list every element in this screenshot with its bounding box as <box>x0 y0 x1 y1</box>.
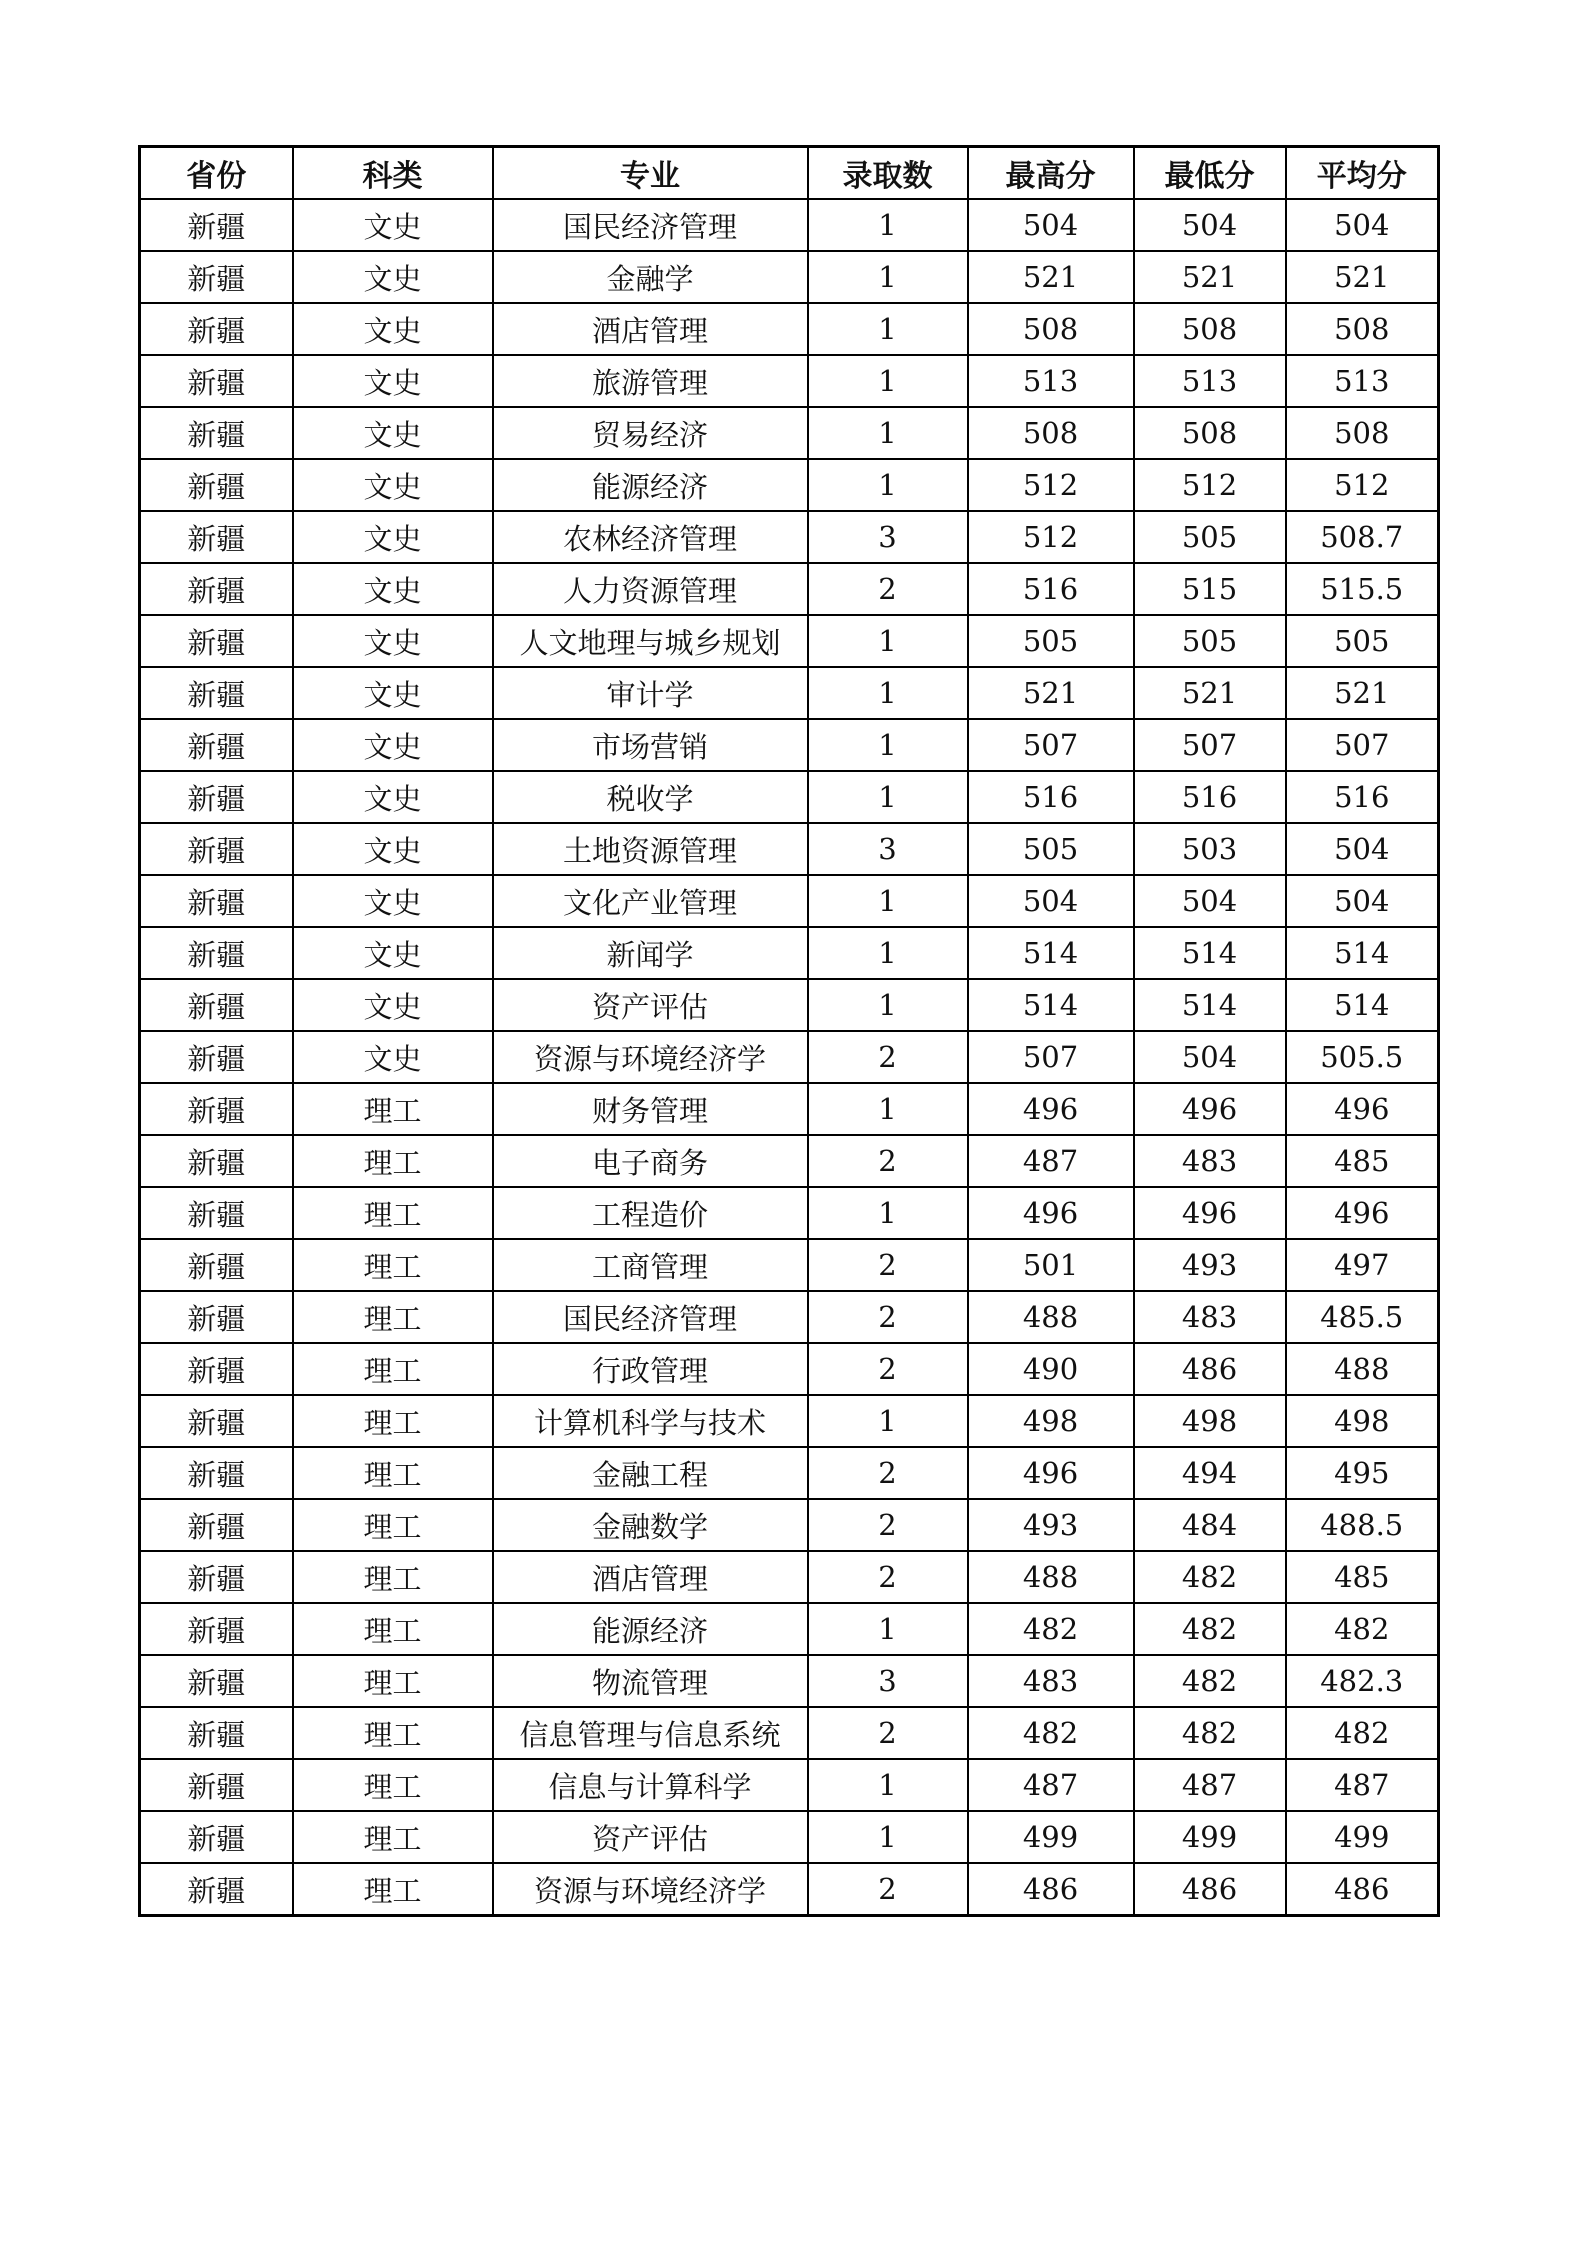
province-cell: 新疆 <box>140 459 293 511</box>
table-row <box>140 979 1439 1031</box>
avg-score-cell: 505.5 <box>1286 1031 1439 1083</box>
table-row <box>140 1863 1439 1916</box>
category-cell: 理工 <box>293 1135 493 1187</box>
major-cell: 资产评估 <box>493 1811 808 1863</box>
admitted-count-cell: 1 <box>808 407 968 459</box>
avg-score-cell: 516 <box>1286 771 1439 823</box>
avg-score-cell: 513 <box>1286 355 1439 407</box>
admitted-count-cell: 1 <box>808 1083 968 1135</box>
admitted-count-cell: 1 <box>808 875 968 927</box>
major-cell: 资产评估 <box>493 979 808 1031</box>
min-score-cell: 515 <box>1134 563 1286 615</box>
admitted-count-cell: 2 <box>808 1707 968 1759</box>
max-score-cell: 486 <box>968 1863 1134 1916</box>
major-cell: 国民经济管理 <box>493 1291 808 1343</box>
table-row <box>140 667 1439 719</box>
min-score-cell: 494 <box>1134 1447 1286 1499</box>
min-score-cell: 504 <box>1134 1031 1286 1083</box>
province-cell: 新疆 <box>140 1551 293 1603</box>
min-score-cell: 483 <box>1134 1291 1286 1343</box>
max-score-cell: 508 <box>968 303 1134 355</box>
max-score-cell: 521 <box>968 251 1134 303</box>
table-row <box>140 1551 1439 1603</box>
province-cell: 新疆 <box>140 355 293 407</box>
province-cell: 新疆 <box>140 1187 293 1239</box>
header-min-score: 最低分 <box>1134 147 1286 200</box>
major-cell: 信息与计算科学 <box>493 1759 808 1811</box>
province-cell: 新疆 <box>140 511 293 563</box>
admitted-count-cell: 1 <box>808 1811 968 1863</box>
category-cell: 理工 <box>293 1239 493 1291</box>
max-score-cell: 516 <box>968 771 1134 823</box>
max-score-cell: 505 <box>968 823 1134 875</box>
major-cell: 物流管理 <box>493 1655 808 1707</box>
admitted-count-cell: 3 <box>808 511 968 563</box>
min-score-cell: 482 <box>1134 1707 1286 1759</box>
header-province: 省份 <box>140 147 293 200</box>
table-row <box>140 1187 1439 1239</box>
category-cell: 文史 <box>293 459 493 511</box>
table-row <box>140 511 1439 563</box>
category-cell: 理工 <box>293 1447 493 1499</box>
min-score-cell: 484 <box>1134 1499 1286 1551</box>
category-cell: 文史 <box>293 303 493 355</box>
table-row <box>140 823 1439 875</box>
admitted-count-cell: 2 <box>808 1291 968 1343</box>
major-cell: 工程造价 <box>493 1187 808 1239</box>
min-score-cell: 503 <box>1134 823 1286 875</box>
avg-score-cell: 482 <box>1286 1603 1439 1655</box>
min-score-cell: 512 <box>1134 459 1286 511</box>
category-cell: 文史 <box>293 927 493 979</box>
avg-score-cell: 504 <box>1286 823 1439 875</box>
min-score-cell: 516 <box>1134 771 1286 823</box>
min-score-cell: 482 <box>1134 1603 1286 1655</box>
header-admitted-count: 录取数 <box>808 147 968 200</box>
table-body <box>140 199 1439 1916</box>
table-row <box>140 407 1439 459</box>
admitted-count-cell: 3 <box>808 823 968 875</box>
table-row <box>140 303 1439 355</box>
avg-score-cell: 508 <box>1286 407 1439 459</box>
table-row <box>140 615 1439 667</box>
major-cell: 资源与环境经济学 <box>493 1031 808 1083</box>
province-cell: 新疆 <box>140 1395 293 1447</box>
max-score-cell: 508 <box>968 407 1134 459</box>
category-cell: 文史 <box>293 875 493 927</box>
max-score-cell: 507 <box>968 1031 1134 1083</box>
admitted-count-cell: 2 <box>808 1863 968 1916</box>
avg-score-cell: 498 <box>1286 1395 1439 1447</box>
category-cell: 文史 <box>293 355 493 407</box>
admitted-count-cell: 1 <box>808 355 968 407</box>
table-row <box>140 1083 1439 1135</box>
major-cell: 金融学 <box>493 251 808 303</box>
max-score-cell: 512 <box>968 511 1134 563</box>
major-cell: 信息管理与信息系统 <box>493 1707 808 1759</box>
table-row <box>140 1499 1439 1551</box>
min-score-cell: 482 <box>1134 1655 1286 1707</box>
min-score-cell: 499 <box>1134 1811 1286 1863</box>
table-row <box>140 1395 1439 1447</box>
major-cell: 行政管理 <box>493 1343 808 1395</box>
major-cell: 文化产业管理 <box>493 875 808 927</box>
admitted-count-cell: 2 <box>808 1135 968 1187</box>
avg-score-cell: 521 <box>1286 251 1439 303</box>
max-score-cell: 513 <box>968 355 1134 407</box>
max-score-cell: 482 <box>968 1707 1134 1759</box>
avg-score-cell: 482.3 <box>1286 1655 1439 1707</box>
category-cell: 文史 <box>293 771 493 823</box>
admitted-count-cell: 2 <box>808 1551 968 1603</box>
major-cell: 市场营销 <box>493 719 808 771</box>
min-score-cell: 498 <box>1134 1395 1286 1447</box>
admitted-count-cell: 1 <box>808 199 968 251</box>
max-score-cell: 488 <box>968 1551 1134 1603</box>
category-cell: 理工 <box>293 1551 493 1603</box>
major-cell: 能源经济 <box>493 1603 808 1655</box>
table-row <box>140 251 1439 303</box>
min-score-cell: 487 <box>1134 1759 1286 1811</box>
table-row <box>140 355 1439 407</box>
table-row <box>140 1603 1439 1655</box>
admitted-count-cell: 1 <box>808 719 968 771</box>
max-score-cell: 490 <box>968 1343 1134 1395</box>
table-row <box>140 459 1439 511</box>
admitted-count-cell: 2 <box>808 1031 968 1083</box>
min-score-cell: 482 <box>1134 1551 1286 1603</box>
table-row <box>140 1447 1439 1499</box>
major-cell: 财务管理 <box>493 1083 808 1135</box>
admitted-count-cell: 2 <box>808 563 968 615</box>
table-row <box>140 1239 1439 1291</box>
max-score-cell: 496 <box>968 1083 1134 1135</box>
province-cell: 新疆 <box>140 1135 293 1187</box>
province-cell: 新疆 <box>140 927 293 979</box>
header-major: 专业 <box>493 147 808 200</box>
category-cell: 理工 <box>293 1655 493 1707</box>
table-row <box>140 1811 1439 1863</box>
min-score-cell: 483 <box>1134 1135 1286 1187</box>
avg-score-cell: 507 <box>1286 719 1439 771</box>
admitted-count-cell: 2 <box>808 1447 968 1499</box>
category-cell: 理工 <box>293 1395 493 1447</box>
table-row <box>140 199 1439 251</box>
category-cell: 理工 <box>293 1083 493 1135</box>
min-score-cell: 507 <box>1134 719 1286 771</box>
avg-score-cell: 488 <box>1286 1343 1439 1395</box>
max-score-cell: 496 <box>968 1187 1134 1239</box>
admitted-count-cell: 1 <box>808 459 968 511</box>
province-cell: 新疆 <box>140 979 293 1031</box>
province-cell: 新疆 <box>140 823 293 875</box>
avg-score-cell: 485.5 <box>1286 1291 1439 1343</box>
admitted-count-cell: 1 <box>808 1603 968 1655</box>
min-score-cell: 521 <box>1134 251 1286 303</box>
admitted-count-cell: 2 <box>808 1239 968 1291</box>
avg-score-cell: 486 <box>1286 1863 1439 1916</box>
min-score-cell: 521 <box>1134 667 1286 719</box>
avg-score-cell: 485 <box>1286 1551 1439 1603</box>
major-cell: 电子商务 <box>493 1135 808 1187</box>
max-score-cell: 498 <box>968 1395 1134 1447</box>
province-cell: 新疆 <box>140 1083 293 1135</box>
province-cell: 新疆 <box>140 667 293 719</box>
max-score-cell: 512 <box>968 459 1134 511</box>
major-cell: 旅游管理 <box>493 355 808 407</box>
major-cell: 能源经济 <box>493 459 808 511</box>
major-cell: 农林经济管理 <box>493 511 808 563</box>
province-cell: 新疆 <box>140 1031 293 1083</box>
max-score-cell: 482 <box>968 1603 1134 1655</box>
category-cell: 文史 <box>293 823 493 875</box>
major-cell: 新闻学 <box>493 927 808 979</box>
avg-score-cell: 496 <box>1286 1083 1439 1135</box>
min-score-cell: 493 <box>1134 1239 1286 1291</box>
avg-score-cell: 515.5 <box>1286 563 1439 615</box>
major-cell: 计算机科学与技术 <box>493 1395 808 1447</box>
province-cell: 新疆 <box>140 199 293 251</box>
province-cell: 新疆 <box>140 615 293 667</box>
avg-score-cell: 488.5 <box>1286 1499 1439 1551</box>
major-cell: 税收学 <box>493 771 808 823</box>
major-cell: 贸易经济 <box>493 407 808 459</box>
header-avg-score: 平均分 <box>1286 147 1439 200</box>
category-cell: 理工 <box>293 1707 493 1759</box>
major-cell: 资源与环境经济学 <box>493 1863 808 1916</box>
admitted-count-cell: 1 <box>808 303 968 355</box>
admitted-count-cell: 1 <box>808 251 968 303</box>
max-score-cell: 514 <box>968 927 1134 979</box>
max-score-cell: 487 <box>968 1135 1134 1187</box>
avg-score-cell: 487 <box>1286 1759 1439 1811</box>
province-cell: 新疆 <box>140 1343 293 1395</box>
category-cell: 理工 <box>293 1291 493 1343</box>
max-score-cell: 505 <box>968 615 1134 667</box>
category-cell: 文史 <box>293 407 493 459</box>
major-cell: 人力资源管理 <box>493 563 808 615</box>
province-cell: 新疆 <box>140 1499 293 1551</box>
table-row <box>140 1759 1439 1811</box>
min-score-cell: 486 <box>1134 1343 1286 1395</box>
max-score-cell: 521 <box>968 667 1134 719</box>
avg-score-cell: 508 <box>1286 303 1439 355</box>
major-cell: 国民经济管理 <box>493 199 808 251</box>
category-cell: 文史 <box>293 1031 493 1083</box>
avg-score-cell: 496 <box>1286 1187 1439 1239</box>
max-score-cell: 483 <box>968 1655 1134 1707</box>
province-cell: 新疆 <box>140 1239 293 1291</box>
min-score-cell: 496 <box>1134 1083 1286 1135</box>
avg-score-cell: 499 <box>1286 1811 1439 1863</box>
avg-score-cell: 514 <box>1286 979 1439 1031</box>
avg-score-cell: 512 <box>1286 459 1439 511</box>
avg-score-cell: 508.7 <box>1286 511 1439 563</box>
avg-score-cell: 504 <box>1286 199 1439 251</box>
admitted-count-cell: 1 <box>808 615 968 667</box>
table-row <box>140 875 1439 927</box>
province-cell: 新疆 <box>140 1655 293 1707</box>
major-cell: 人文地理与城乡规划 <box>493 615 808 667</box>
category-cell: 理工 <box>293 1499 493 1551</box>
max-score-cell: 514 <box>968 979 1134 1031</box>
category-cell: 文史 <box>293 719 493 771</box>
avg-score-cell: 514 <box>1286 927 1439 979</box>
admitted-count-cell: 1 <box>808 667 968 719</box>
admitted-count-cell: 2 <box>808 1343 968 1395</box>
province-cell: 新疆 <box>140 1811 293 1863</box>
admitted-count-cell: 1 <box>808 927 968 979</box>
max-score-cell: 499 <box>968 1811 1134 1863</box>
province-cell: 新疆 <box>140 1759 293 1811</box>
province-cell: 新疆 <box>140 1707 293 1759</box>
table-row <box>140 1135 1439 1187</box>
admitted-count-cell: 1 <box>808 1187 968 1239</box>
category-cell: 文史 <box>293 251 493 303</box>
category-cell: 理工 <box>293 1759 493 1811</box>
major-cell: 酒店管理 <box>493 1551 808 1603</box>
avg-score-cell: 495 <box>1286 1447 1439 1499</box>
min-score-cell: 504 <box>1134 875 1286 927</box>
province-cell: 新疆 <box>140 1603 293 1655</box>
min-score-cell: 514 <box>1134 979 1286 1031</box>
table-row <box>140 1707 1439 1759</box>
admitted-count-cell: 3 <box>808 1655 968 1707</box>
category-cell: 文史 <box>293 511 493 563</box>
province-cell: 新疆 <box>140 563 293 615</box>
province-cell: 新疆 <box>140 1291 293 1343</box>
province-cell: 新疆 <box>140 251 293 303</box>
province-cell: 新疆 <box>140 303 293 355</box>
admission-scores-table <box>138 145 1440 1917</box>
avg-score-cell: 504 <box>1286 875 1439 927</box>
max-score-cell: 504 <box>968 875 1134 927</box>
header-max-score: 最高分 <box>968 147 1134 200</box>
province-cell: 新疆 <box>140 1447 293 1499</box>
province-cell: 新疆 <box>140 1863 293 1916</box>
major-cell: 审计学 <box>493 667 808 719</box>
table-row <box>140 1031 1439 1083</box>
category-cell: 文史 <box>293 199 493 251</box>
min-score-cell: 486 <box>1134 1863 1286 1916</box>
admitted-count-cell: 1 <box>808 979 968 1031</box>
category-cell: 理工 <box>293 1811 493 1863</box>
major-cell: 土地资源管理 <box>493 823 808 875</box>
category-cell: 文史 <box>293 979 493 1031</box>
major-cell: 金融工程 <box>493 1447 808 1499</box>
min-score-cell: 508 <box>1134 303 1286 355</box>
table-row <box>140 1655 1439 1707</box>
min-score-cell: 496 <box>1134 1187 1286 1239</box>
avg-score-cell: 482 <box>1286 1707 1439 1759</box>
table-row <box>140 771 1439 823</box>
province-cell: 新疆 <box>140 407 293 459</box>
min-score-cell: 514 <box>1134 927 1286 979</box>
table-row <box>140 927 1439 979</box>
max-score-cell: 487 <box>968 1759 1134 1811</box>
max-score-cell: 493 <box>968 1499 1134 1551</box>
admitted-count-cell: 1 <box>808 1759 968 1811</box>
avg-score-cell: 485 <box>1286 1135 1439 1187</box>
avg-score-cell: 497 <box>1286 1239 1439 1291</box>
province-cell: 新疆 <box>140 719 293 771</box>
category-cell: 理工 <box>293 1603 493 1655</box>
province-cell: 新疆 <box>140 875 293 927</box>
max-score-cell: 504 <box>968 199 1134 251</box>
min-score-cell: 513 <box>1134 355 1286 407</box>
max-score-cell: 501 <box>968 1239 1134 1291</box>
header-category: 科类 <box>293 147 493 200</box>
major-cell: 金融数学 <box>493 1499 808 1551</box>
avg-score-cell: 505 <box>1286 615 1439 667</box>
major-cell: 酒店管理 <box>493 303 808 355</box>
table-row <box>140 563 1439 615</box>
min-score-cell: 504 <box>1134 199 1286 251</box>
max-score-cell: 507 <box>968 719 1134 771</box>
table-row <box>140 1291 1439 1343</box>
admitted-count-cell: 2 <box>808 1499 968 1551</box>
max-score-cell: 516 <box>968 563 1134 615</box>
table-row <box>140 719 1439 771</box>
table-row <box>140 1343 1439 1395</box>
category-cell: 文史 <box>293 615 493 667</box>
category-cell: 理工 <box>293 1187 493 1239</box>
category-cell: 文史 <box>293 563 493 615</box>
major-cell: 工商管理 <box>493 1239 808 1291</box>
max-score-cell: 488 <box>968 1291 1134 1343</box>
province-cell: 新疆 <box>140 771 293 823</box>
min-score-cell: 505 <box>1134 511 1286 563</box>
admitted-count-cell: 1 <box>808 771 968 823</box>
category-cell: 理工 <box>293 1863 493 1916</box>
min-score-cell: 505 <box>1134 615 1286 667</box>
avg-score-cell: 521 <box>1286 667 1439 719</box>
category-cell: 理工 <box>293 1343 493 1395</box>
admitted-count-cell: 1 <box>808 1395 968 1447</box>
category-cell: 文史 <box>293 667 493 719</box>
header-row <box>140 147 1439 200</box>
min-score-cell: 508 <box>1134 407 1286 459</box>
max-score-cell: 496 <box>968 1447 1134 1499</box>
